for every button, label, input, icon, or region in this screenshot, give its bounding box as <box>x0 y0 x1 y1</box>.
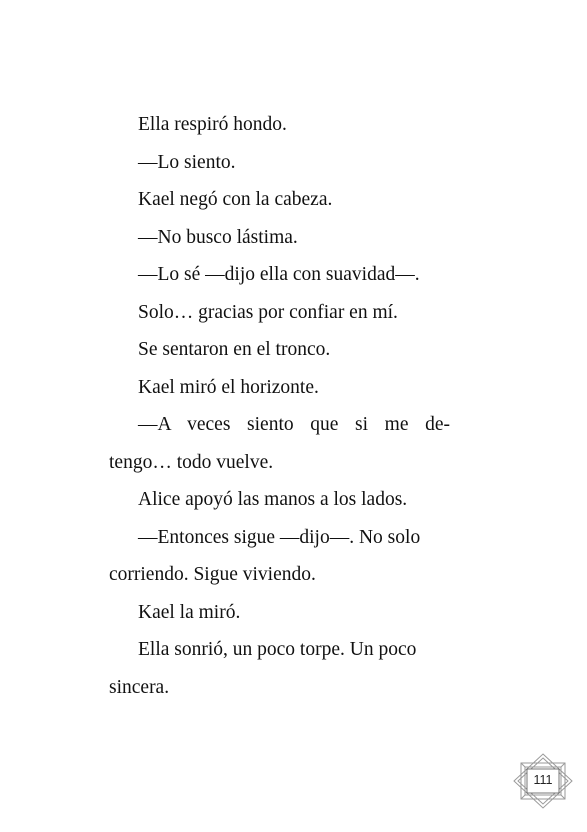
paragraph-line: Solo… gracias por confiar en mí. <box>138 301 398 323</box>
paragraph-line: Ella sonrió, un poco torpe. Un poco <box>138 639 417 660</box>
paragraph-line: —Lo sé —dijo ella con suavidad—. <box>138 264 420 285</box>
paragraph-line: —A veces siento que si me de- <box>138 414 450 435</box>
paragraph-line: sincera. <box>109 676 170 698</box>
paragraph-line: Se sentaron en el tronco. <box>138 339 331 360</box>
page-number: 111 <box>533 773 553 787</box>
paragraph-line: —Entonces sigue —dijo—. No solo <box>138 526 421 548</box>
paragraph-line: —No busco lástima. <box>138 226 298 248</box>
paragraph-line: Kael negó con la cabeza. <box>138 189 333 210</box>
page-number-badge <box>512 752 574 810</box>
paragraph-line: Ella respiró hondo. <box>138 114 287 135</box>
paragraph-line: —Lo siento. <box>138 151 236 173</box>
paragraph-line: corriendo. Sigue viviendo. <box>109 564 316 585</box>
paragraph-line: Kael la miró. <box>138 601 241 623</box>
body-text <box>109 106 450 706</box>
paragraph-line: Kael miró el horizonte. <box>138 376 319 398</box>
paragraph-line: tengo… todo vuelve. <box>109 451 274 473</box>
paragraph-line: Alice apoyó las manos a los lados. <box>138 489 408 510</box>
